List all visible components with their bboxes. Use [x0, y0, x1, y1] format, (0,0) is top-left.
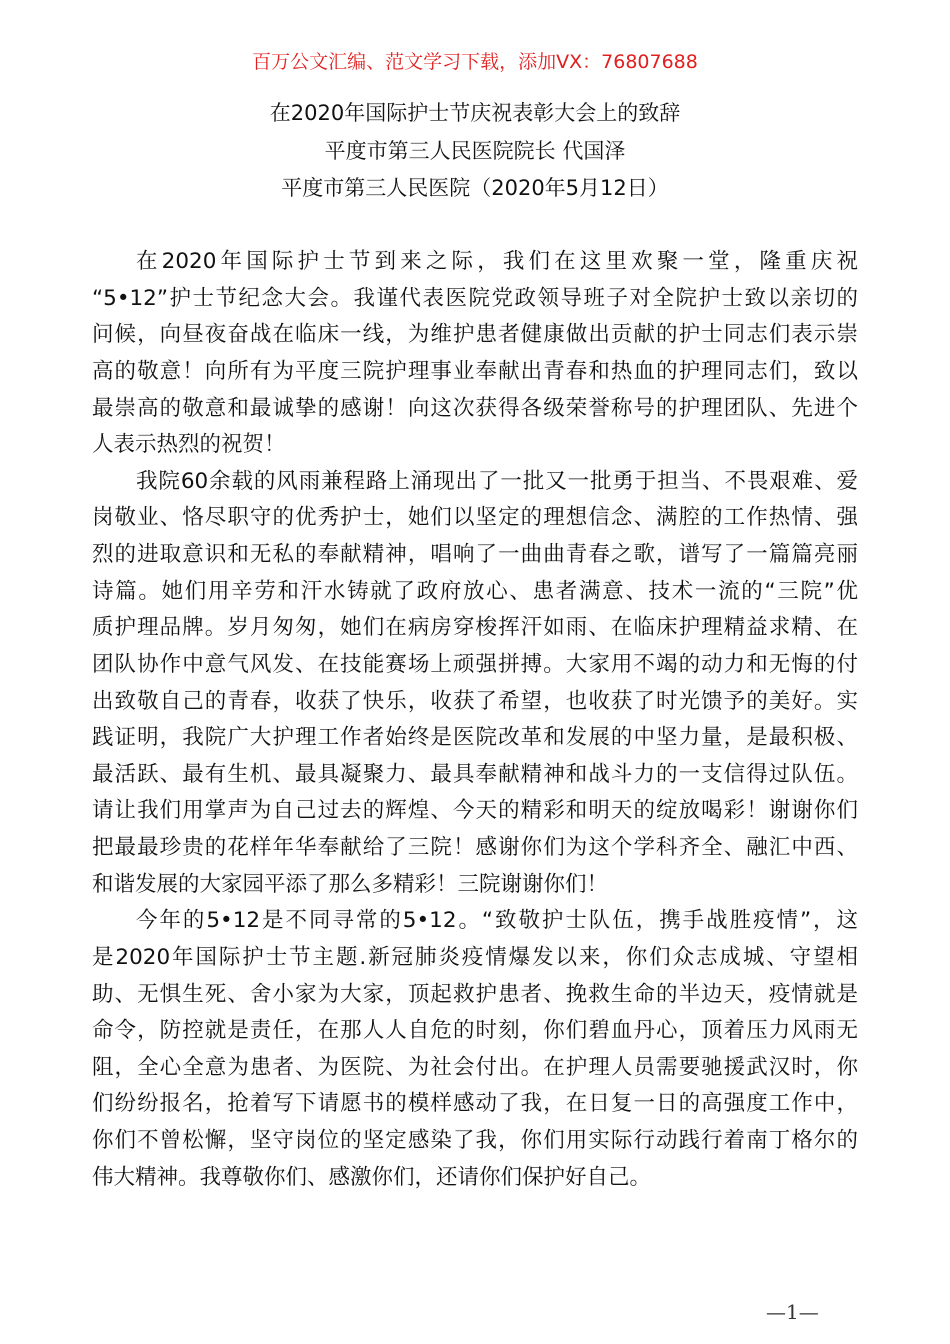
paragraph-line: 最活跃、最有生机、最具凝聚力、最具奉献精神和战斗力的一支信得过队伍。	[92, 761, 858, 787]
paragraph-line: 烈的进取意识和无私的奉献精神，唱响了一曲曲青春之歌，谱写了一篇篇亮丽	[92, 542, 858, 567]
paragraph-line: 是2020年国际护士节主题.新冠肺炎疫情爆发以来，你们众志成城、守望相	[92, 944, 858, 970]
paragraph-line: 出致敬自己的青春，收获了快乐，收获了希望，也收获了时光馈予的美好。实	[92, 688, 858, 714]
paragraph-line: 伟大精神。我尊敬你们、感激你们，还请你们保护好自己。	[92, 1164, 652, 1190]
paragraph-line: 在2020年国际护士节到来之际，我们在这里欢聚一堂，隆重庆祝	[136, 249, 858, 274]
paragraph	[92, 244, 858, 464]
org-date-line: 平度市第三人民医院（2020年5月12日）	[281, 176, 669, 200]
paragraph-line: 最崇高的敬意和最诚挚的感谢！向这次获得各级荣誉称号的护理团队、先进个	[92, 395, 858, 421]
paragraph-line: 请让我们用掌声为自己过去的辉煌、今天的精彩和明天的绽放喝彩！谢谢你们	[92, 798, 858, 824]
paragraph-line: 助、无惧生死、舍小家为大家，顶起救护患者、挽救生命的半边天，疫情就是	[92, 981, 858, 1007]
paragraph-line: 问候，向昼夜奋战在临床一线，为维护患者健康做出贡献的护士同志们表示崇	[92, 322, 858, 348]
paragraph-line: 践证明，我院广大护理工作者始终是医院改革和发展的中坚力量，是最积极、	[92, 725, 858, 751]
paragraph-line: 命令，防控就是责任，在那人人自危的时刻，你们碧血丹心，顶着压力风雨无	[92, 1018, 858, 1044]
paragraph-line: 人表示热烈的祝贺！	[92, 432, 286, 458]
author-line: 平度市第三人民医院院长 代国泽	[324, 139, 626, 163]
paragraph-line: 们纷纷报名，抢着写下请愿书的模样感动了我，在日复一日的高强度工作中，	[92, 1091, 858, 1117]
paragraph-line: 高的敬意！向所有为平度三院护理事业奉献出青春和热血的护理同志们，致以	[92, 358, 858, 384]
paragraph-line: 质护理品牌。岁月匆匆，她们在病房穿梭挥汗如雨、在临床护理精益求精、在	[92, 615, 858, 641]
paragraph-line: 今年的5•12是不同寻常的5•12。“致敬护士队伍，携手战胜疫情”，这	[136, 908, 858, 934]
paragraph-line: 和谐发展的大家园平添了那么多精彩！三院谢谢你们！	[92, 871, 609, 897]
paragraph-line: 你们不曾松懈，坚守岗位的坚定感染了我，你们用实际行动践行着南丁格尔的	[92, 1128, 858, 1153]
paragraph-line: 我院60余载的风雨兼程路上涌现出了一批又一批勇于担当、不畏艰难、爱	[136, 468, 858, 494]
paragraph-line: 阻，全心全意为患者、为医院、为社会付出。在护理人员需要驰援武汉时，你	[92, 1054, 858, 1080]
paragraph-line: 把最最珍贵的花样年华奉献给了三院！感谢你们为这个学科齐全、融汇中西、	[92, 835, 858, 860]
paragraph-line: 诗篇。她们用辛劳和汗水铸就了政府放心、患者满意、技术一流的“三院”优	[92, 578, 858, 604]
page-number: —1—	[766, 1300, 819, 1324]
paragraph	[92, 903, 858, 1196]
paragraph	[92, 464, 858, 904]
paragraph-line: “5•12”护士节纪念大会。我谨代表医院党政领导班子对全院护士致以亲切的	[92, 285, 858, 311]
document-body	[92, 244, 858, 1196]
paragraph-line: 岗敬业、恪尽职守的优秀护士，她们以坚定的理想信念、满腔的工作热情、强	[92, 505, 858, 531]
watermark-banner: 百万公文汇编、范文学习下载，添加VX：76807688	[252, 51, 698, 73]
paragraph-line: 团队协作中意气风发、在技能赛场上顽强拼搏。大家用不竭的动力和无悔的付	[92, 651, 858, 677]
document-title: 在2020年国际护士节庆祝表彰大会上的致辞	[269, 101, 681, 125]
